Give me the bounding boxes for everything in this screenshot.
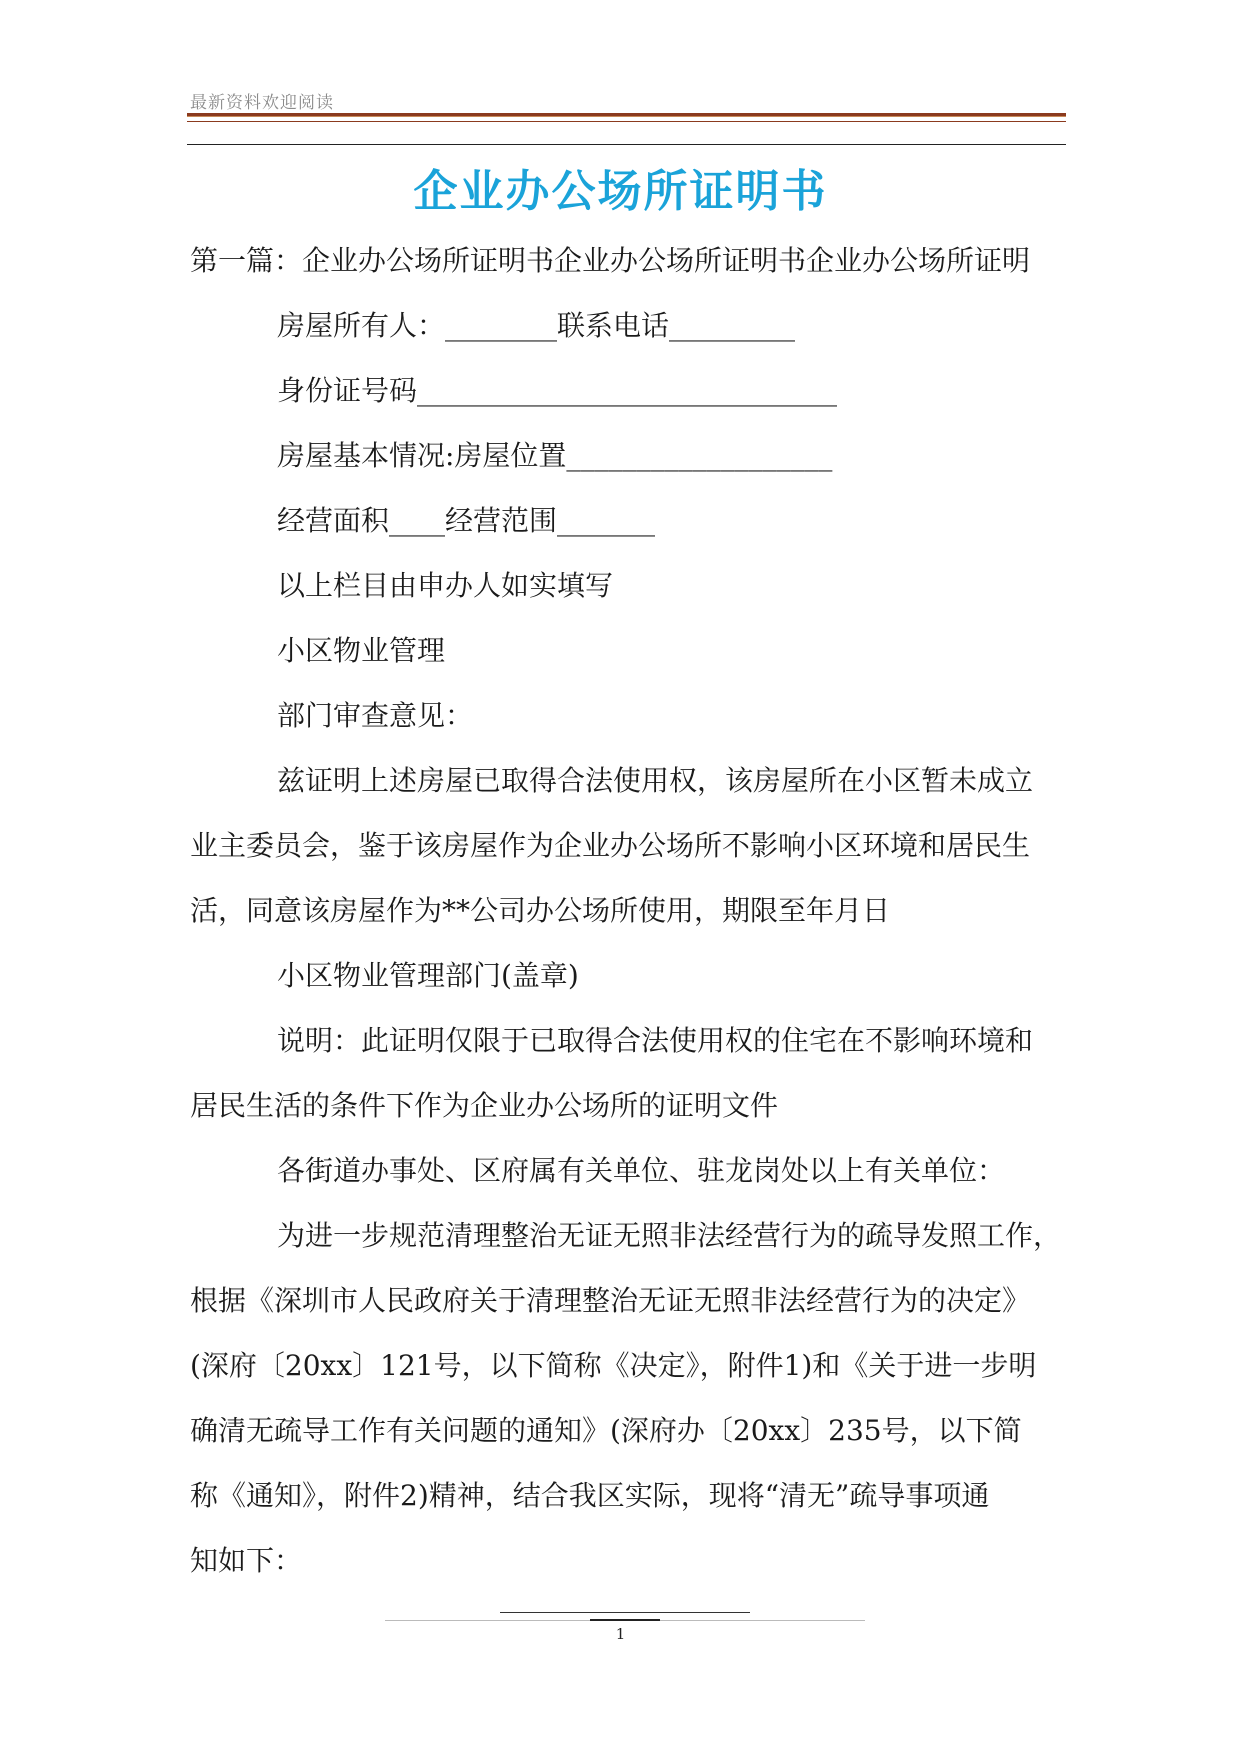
body-line: 以上栏目由申办人如实填写	[277, 569, 614, 602]
body-line: 第一篇：企业办公场所证明书企业办公场所证明书企业办公场所证明	[190, 244, 1031, 277]
header-underline	[187, 144, 1066, 145]
document-body	[190, 228, 1060, 1593]
body-line: 业主委员会，鉴于该房屋作为企业办公场所不影响小区环境和居民生	[190, 829, 1031, 862]
body-line: 为进一步规范清理整治无证无照非法经营行为的疏导发照工作，	[277, 1219, 1062, 1252]
body-line: 各街道办事处、区府属有关单位、驻龙岗处以上有关单位：	[277, 1154, 1006, 1187]
body-line: 说明：此证明仅限于已取得合法使用权的住宅在不影响环境和	[277, 1024, 1034, 1057]
document-title: 企业办公场所证明书	[413, 166, 828, 217]
body-line: 部门审查意见：	[277, 699, 474, 732]
body-line: 小区物业管理部门(盖章)	[277, 959, 579, 992]
body-line: 知如下：	[190, 1544, 303, 1577]
running-header: 最新资料欢迎阅读	[190, 93, 334, 113]
body-line: 小区物业管理	[277, 634, 446, 667]
header-rule-thin	[187, 121, 1066, 122]
body-line: 称《通知》，附件2)精神，结合我区实际，现将“清无”疏导事项通	[190, 1479, 990, 1512]
body-line: 房屋基本情况:房屋位置___________________	[277, 439, 833, 472]
body-line: 活，同意该房屋作为**公司办公场所使用，期限至年月日	[190, 894, 891, 927]
body-line: 居民生活的条件下作为企业办公场所的证明文件	[190, 1089, 779, 1122]
header-rule-thick	[187, 113, 1066, 117]
body-line: 兹证明上述房屋已取得合法使用权，该房屋所在小区暂未成立	[277, 764, 1034, 797]
body-line: 根据《深圳市人民政府关于清理整治无证无照非法经营行为的决定》	[190, 1284, 1031, 1317]
footer-rule	[500, 1612, 750, 1613]
body-line: 确清无疏导工作有关问题的通知》(深府办〔20xx〕235号，以下简	[190, 1414, 1022, 1447]
body-line: 经营面积____经营范围_______	[277, 504, 656, 537]
footer-rule-accent	[590, 1619, 660, 1621]
body-line: 身份证号码______________________________	[277, 374, 838, 407]
body-line: (深府〔20xx〕121号，以下简称《决定》，附件1)和《关于进一步明	[190, 1349, 1037, 1382]
body-line: 房屋所有人：________联系电话_________	[277, 309, 796, 342]
page-number: 1	[615, 1625, 626, 1643]
